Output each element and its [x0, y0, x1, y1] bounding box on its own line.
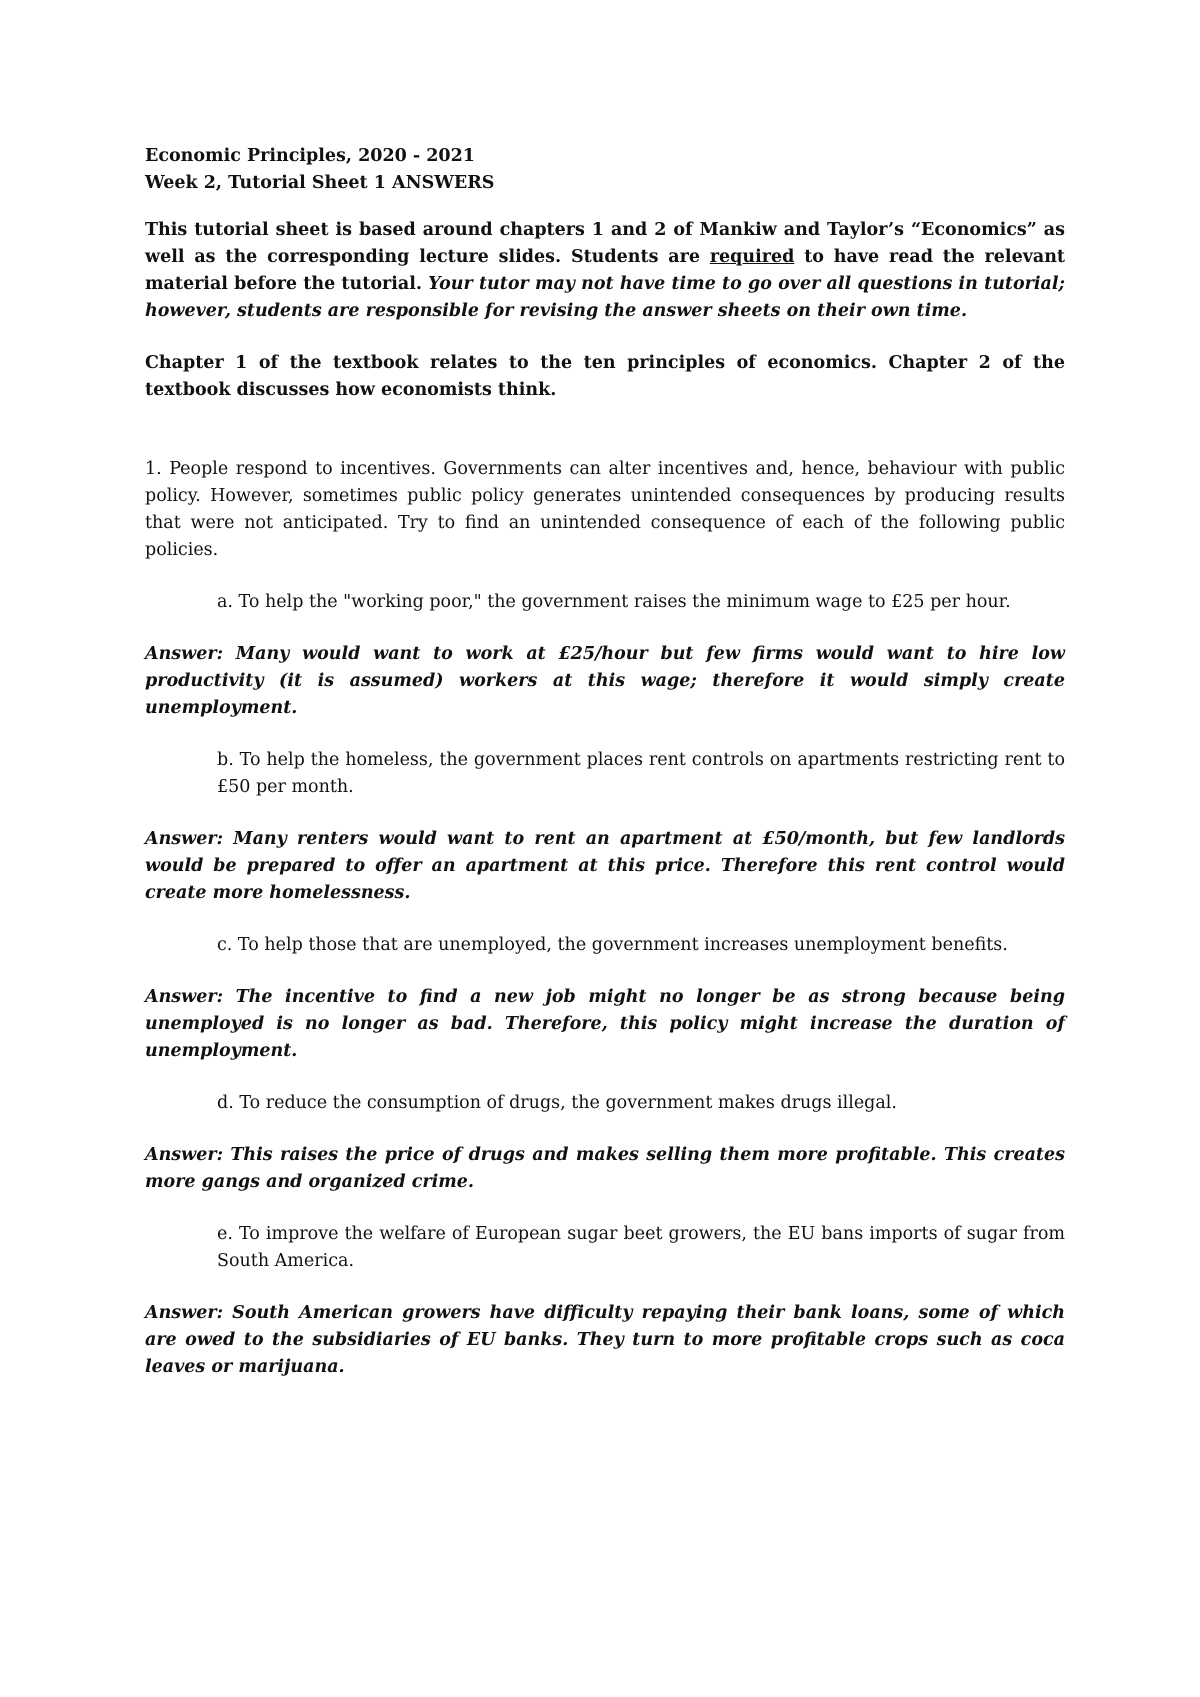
question-1: 1. People respond to incentives. Governments can alter incentives and, hence, behaviour with public policy. However, sometimes public policy generates unintended consequences by producing results that were not anticipated. Try to find an unintended consequence of each of the following public policies. [145, 459, 1065, 560]
question-1a-answer: Answer: Many would want to work at £25/hour but few firms would want to hire low productivity (it is assumed) workers at this wage; therefore it would simply create unemployment. [145, 644, 1065, 718]
question-1d-answer: Answer: This raises the price of drugs and makes selling them more profitable. This creates more gangs and organized crime. [145, 1145, 1065, 1192]
document-page [145, 143, 1065, 1381]
question-1c-answer: Answer: The incentive to find a new job might no longer be as strong because being unemployed is no longer as bad. Therefore, this policy might increase the duration of unemployment. [145, 987, 1065, 1061]
intro-text-part2: to have read the relevant material before the tutorial. [145, 247, 1066, 294]
chapters-paragraph: Chapter 1 of the textbook relates to the ten principles of economics. Chapter 2 of the textbook discusses how economists think. [145, 353, 1065, 400]
question-1a-prompt: a. To help the "working poor," the government raises the minimum wage to £25 per hour. [217, 592, 1011, 612]
question-1c-prompt: c. To help those that are unemployed, the government increases unemployment benefits. [217, 935, 1008, 955]
question-1e-prompt: e. To improve the welfare of European sugar beet growers, the EU bans imports of sugar from South America. [217, 1224, 1065, 1271]
sheet-title: Week 2, Tutorial Sheet 1 ANSWERS [145, 173, 495, 193]
question-1b-answer: Answer: Many renters would want to rent an apartment at £50/month, but few landlords would be prepared to offer an apartment at this price. Therefore this rent control would create more homelessness. [145, 829, 1065, 903]
question-1e-answer: Answer: South American growers have difficulty repaying their bank loans, some of which are owed to the subsidiaries of EU banks. They turn to more profitable crops such as coca leaves or marijuana. [145, 1303, 1065, 1377]
question-1b-prompt: b. To help the homeless, the government places rent controls on apartments restricting rent to £50 per month. [217, 750, 1065, 797]
course-title: Economic Principles, 2020 - 2021 [145, 146, 475, 166]
intro-required-word: required [709, 247, 795, 267]
question-1d-prompt: d. To reduce the consumption of drugs, the government makes drugs illegal. [217, 1093, 897, 1113]
intro-paragraph [145, 217, 1065, 325]
intro-text-part1: This tutorial sheet is based around chapters 1 and 2 of Mankiw and Taylor’s “Economics” as well as the corresponding lecture slides. Students are [145, 220, 1065, 267]
intro-tutor-note: Your tutor may not have time to go over all questions in tutorial; however, students are responsible for revising the answer sheets on their own time. [145, 274, 1065, 321]
